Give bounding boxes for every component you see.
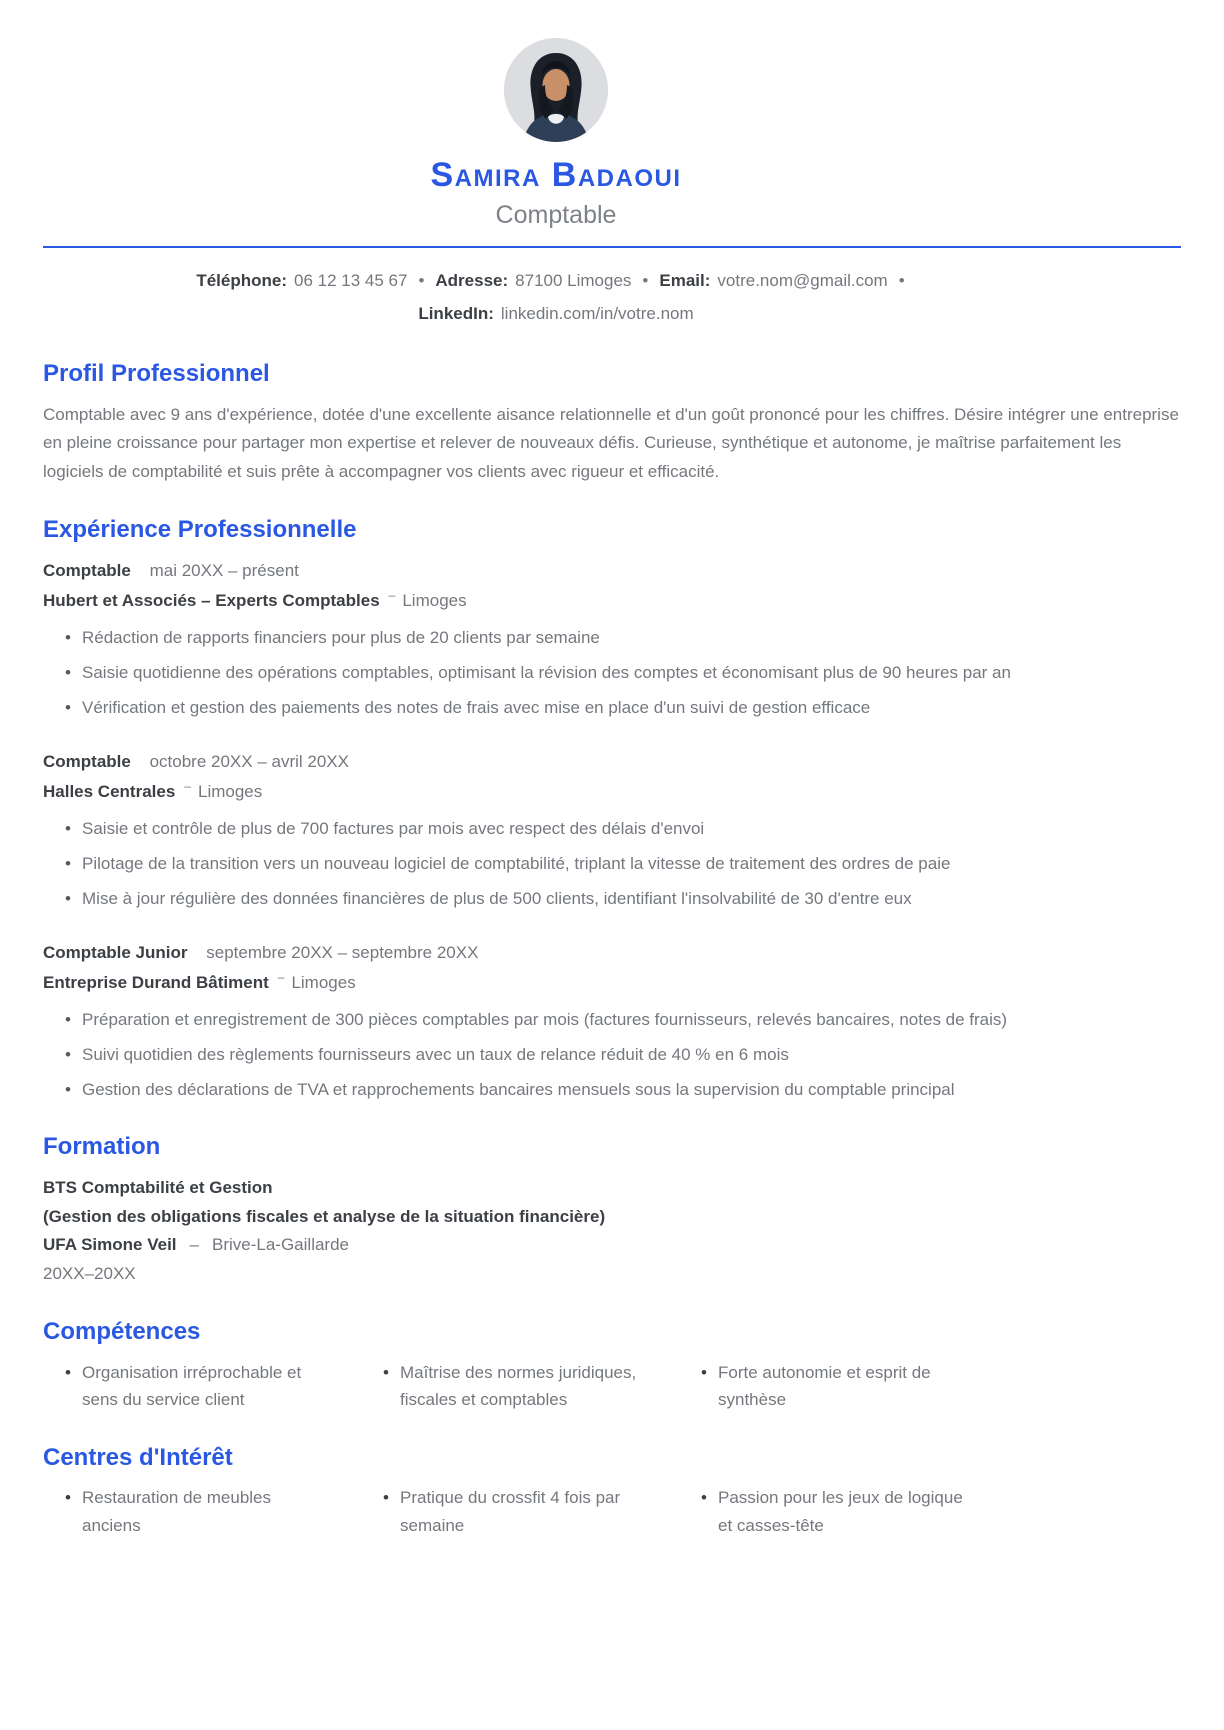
skill-item: • Organisation irréprochable et sens du service client	[43, 1359, 361, 1413]
education-degree: BTS Comptabilité et Gestion	[43, 1178, 273, 1198]
linkedin-label: LinkedIn:	[418, 304, 494, 324]
job-location: Limoges	[291, 972, 356, 992]
bullet-item: • Vérification et gestion des paiements des notes de frais avec mise en place d'un suivi de gestion efficace	[43, 694, 1181, 721]
job-title: Comptable	[43, 560, 131, 580]
location-separator: –	[277, 969, 285, 984]
job-dates: octobre 20XX – avril 20XX	[149, 751, 349, 771]
skill-item: • Forte autonomie et esprit de synthèse	[679, 1359, 997, 1413]
job-entry-1	[43, 557, 1181, 722]
contact-separator: •	[642, 271, 649, 291]
skills-heading: Compétences	[43, 1318, 201, 1346]
job-title-line	[43, 748, 1181, 775]
location-separator: –	[184, 778, 191, 793]
bullet-item: • Pilotage de la transition vers un nouveau logiciel de comptabilité, triplant la vitesse de traitement des ordres de paie	[43, 850, 1181, 877]
job-title: Comptable	[43, 751, 131, 771]
interests-heading: Centres d'Intérêt	[43, 1443, 233, 1471]
contact-separator: •	[898, 271, 905, 291]
job-company-line	[43, 777, 1181, 805]
job-location: Limoges	[197, 781, 263, 801]
contact-info	[43, 264, 1069, 330]
job-bullet-list	[43, 815, 1181, 913]
section-education	[43, 1133, 1181, 1288]
skills-list	[43, 1359, 1181, 1413]
job-entry-2	[43, 748, 1181, 913]
bullet-item: • Mise à jour régulière des données financières de plus de 500 clients, identifiant l'insolvabilité de 30 d'entre eux	[43, 885, 1181, 912]
address-label: Adresse:	[435, 271, 509, 291]
school-location-separator: –	[189, 1235, 199, 1255]
bullet-item: • Saisie et contrôle de plus de 700 factures par mois avec respect des délais d'envoi	[43, 815, 1181, 842]
job-company-line	[43, 968, 1181, 996]
person-portrait-icon	[504, 38, 608, 142]
contact-separator: •	[418, 271, 425, 291]
bullet-item: • Préparation et enregistrement de 300 pièces comptables par mois (factures fournisseurs, relevés bancaires, notes de frais)	[43, 1006, 1181, 1033]
candidate-title: Comptable	[495, 201, 617, 230]
section-profile	[43, 360, 1181, 485]
education-degree-detail: (Gestion des obligations fiscales et analyse de la situation financière)	[43, 1206, 606, 1226]
job-company: Entreprise Durand Bâtiment	[43, 972, 269, 992]
profile-heading: Profil Professionnel	[43, 360, 270, 388]
job-company-line	[43, 586, 1181, 614]
section-skills	[43, 1318, 1181, 1413]
education-dates: 20XX–20XX	[43, 1263, 136, 1283]
email-label: Email:	[659, 271, 711, 291]
interests-list	[43, 1484, 1181, 1538]
linkedin-value: linkedin.com/in/votre.nom	[500, 304, 694, 324]
job-bullet-list	[43, 1006, 1181, 1104]
education-location: Brive-La-Gaillarde	[212, 1235, 349, 1255]
job-bullet-list	[43, 624, 1181, 722]
education-heading: Formation	[43, 1133, 161, 1161]
bullet-item: • Rédaction de rapports financiers pour plus de 20 clients par semaine	[43, 624, 1181, 651]
interest-item: • Restauration de meubles anciens	[43, 1484, 361, 1538]
job-dates: mai 20XX – présent	[149, 560, 299, 580]
header-divider	[43, 246, 1181, 248]
location-separator: –	[388, 587, 396, 602]
education-school: UFA Simone Veil	[43, 1235, 177, 1255]
phone-value: 06 12 13 45 67	[293, 271, 408, 291]
contact-line-1	[43, 264, 1069, 297]
job-company: Halles Centrales	[43, 781, 176, 801]
contact-line-2	[43, 297, 1069, 330]
bullet-item: • Suivi quotidien des règlements fournisseurs avec un taux de relance réduit de 40 % en 6 mois	[43, 1041, 1181, 1068]
job-title-line	[43, 557, 1181, 584]
job-dates: septembre 20XX – septembre 20XX	[206, 942, 479, 962]
candidate-name: Samira Badaoui	[430, 156, 682, 194]
job-location: Limoges	[402, 590, 467, 610]
section-experience	[43, 516, 1181, 1104]
profile-photo	[504, 38, 608, 142]
job-company: Hubert et Associés – Experts Comptables	[43, 590, 380, 610]
job-title-line	[43, 939, 1181, 966]
job-title: Comptable Junior	[43, 942, 188, 962]
section-interests	[43, 1444, 1181, 1539]
bullet-item: • Saisie quotidienne des opérations comptables, optimisant la révision des comptes et économisant plus de 90 heures par an	[43, 659, 1181, 686]
interest-item: • Pratique du crossfit 4 fois par semaine	[361, 1484, 679, 1538]
bullet-item: • Gestion des déclarations de TVA et rapprochements bancaires mensuels sous la supervision du comptable principal	[43, 1076, 1181, 1103]
interest-item: • Passion pour les jeux de logique et casses-tête	[679, 1484, 997, 1538]
profile-text: Comptable avec 9 ans d'expérience, dotée d'une excellente aisance relationnelle et d'un goût prononcé pour les chiffres. Désire intégrer une entreprise en pleine croissance pour partager mon expertise et relever de nouveaux défis. Curieuse, synthétique et autonome, je maîtrise parfaitement les logiciels de comptabilité et suis prête à accompagner vos clients avec rigueur et efficacité.	[43, 405, 1179, 481]
experience-heading: Expérience Professionnelle	[43, 515, 357, 543]
education-school-line	[43, 1231, 1181, 1260]
email-value: votre.nom@gmail.com	[717, 271, 888, 291]
resume-header	[43, 38, 1069, 230]
address-value: 87100 Limoges	[515, 271, 632, 291]
job-entry-3	[43, 939, 1181, 1104]
skill-item: • Maîtrise des normes juridiques, fiscales et comptables	[361, 1359, 679, 1413]
phone-label: Téléphone:	[196, 271, 287, 291]
